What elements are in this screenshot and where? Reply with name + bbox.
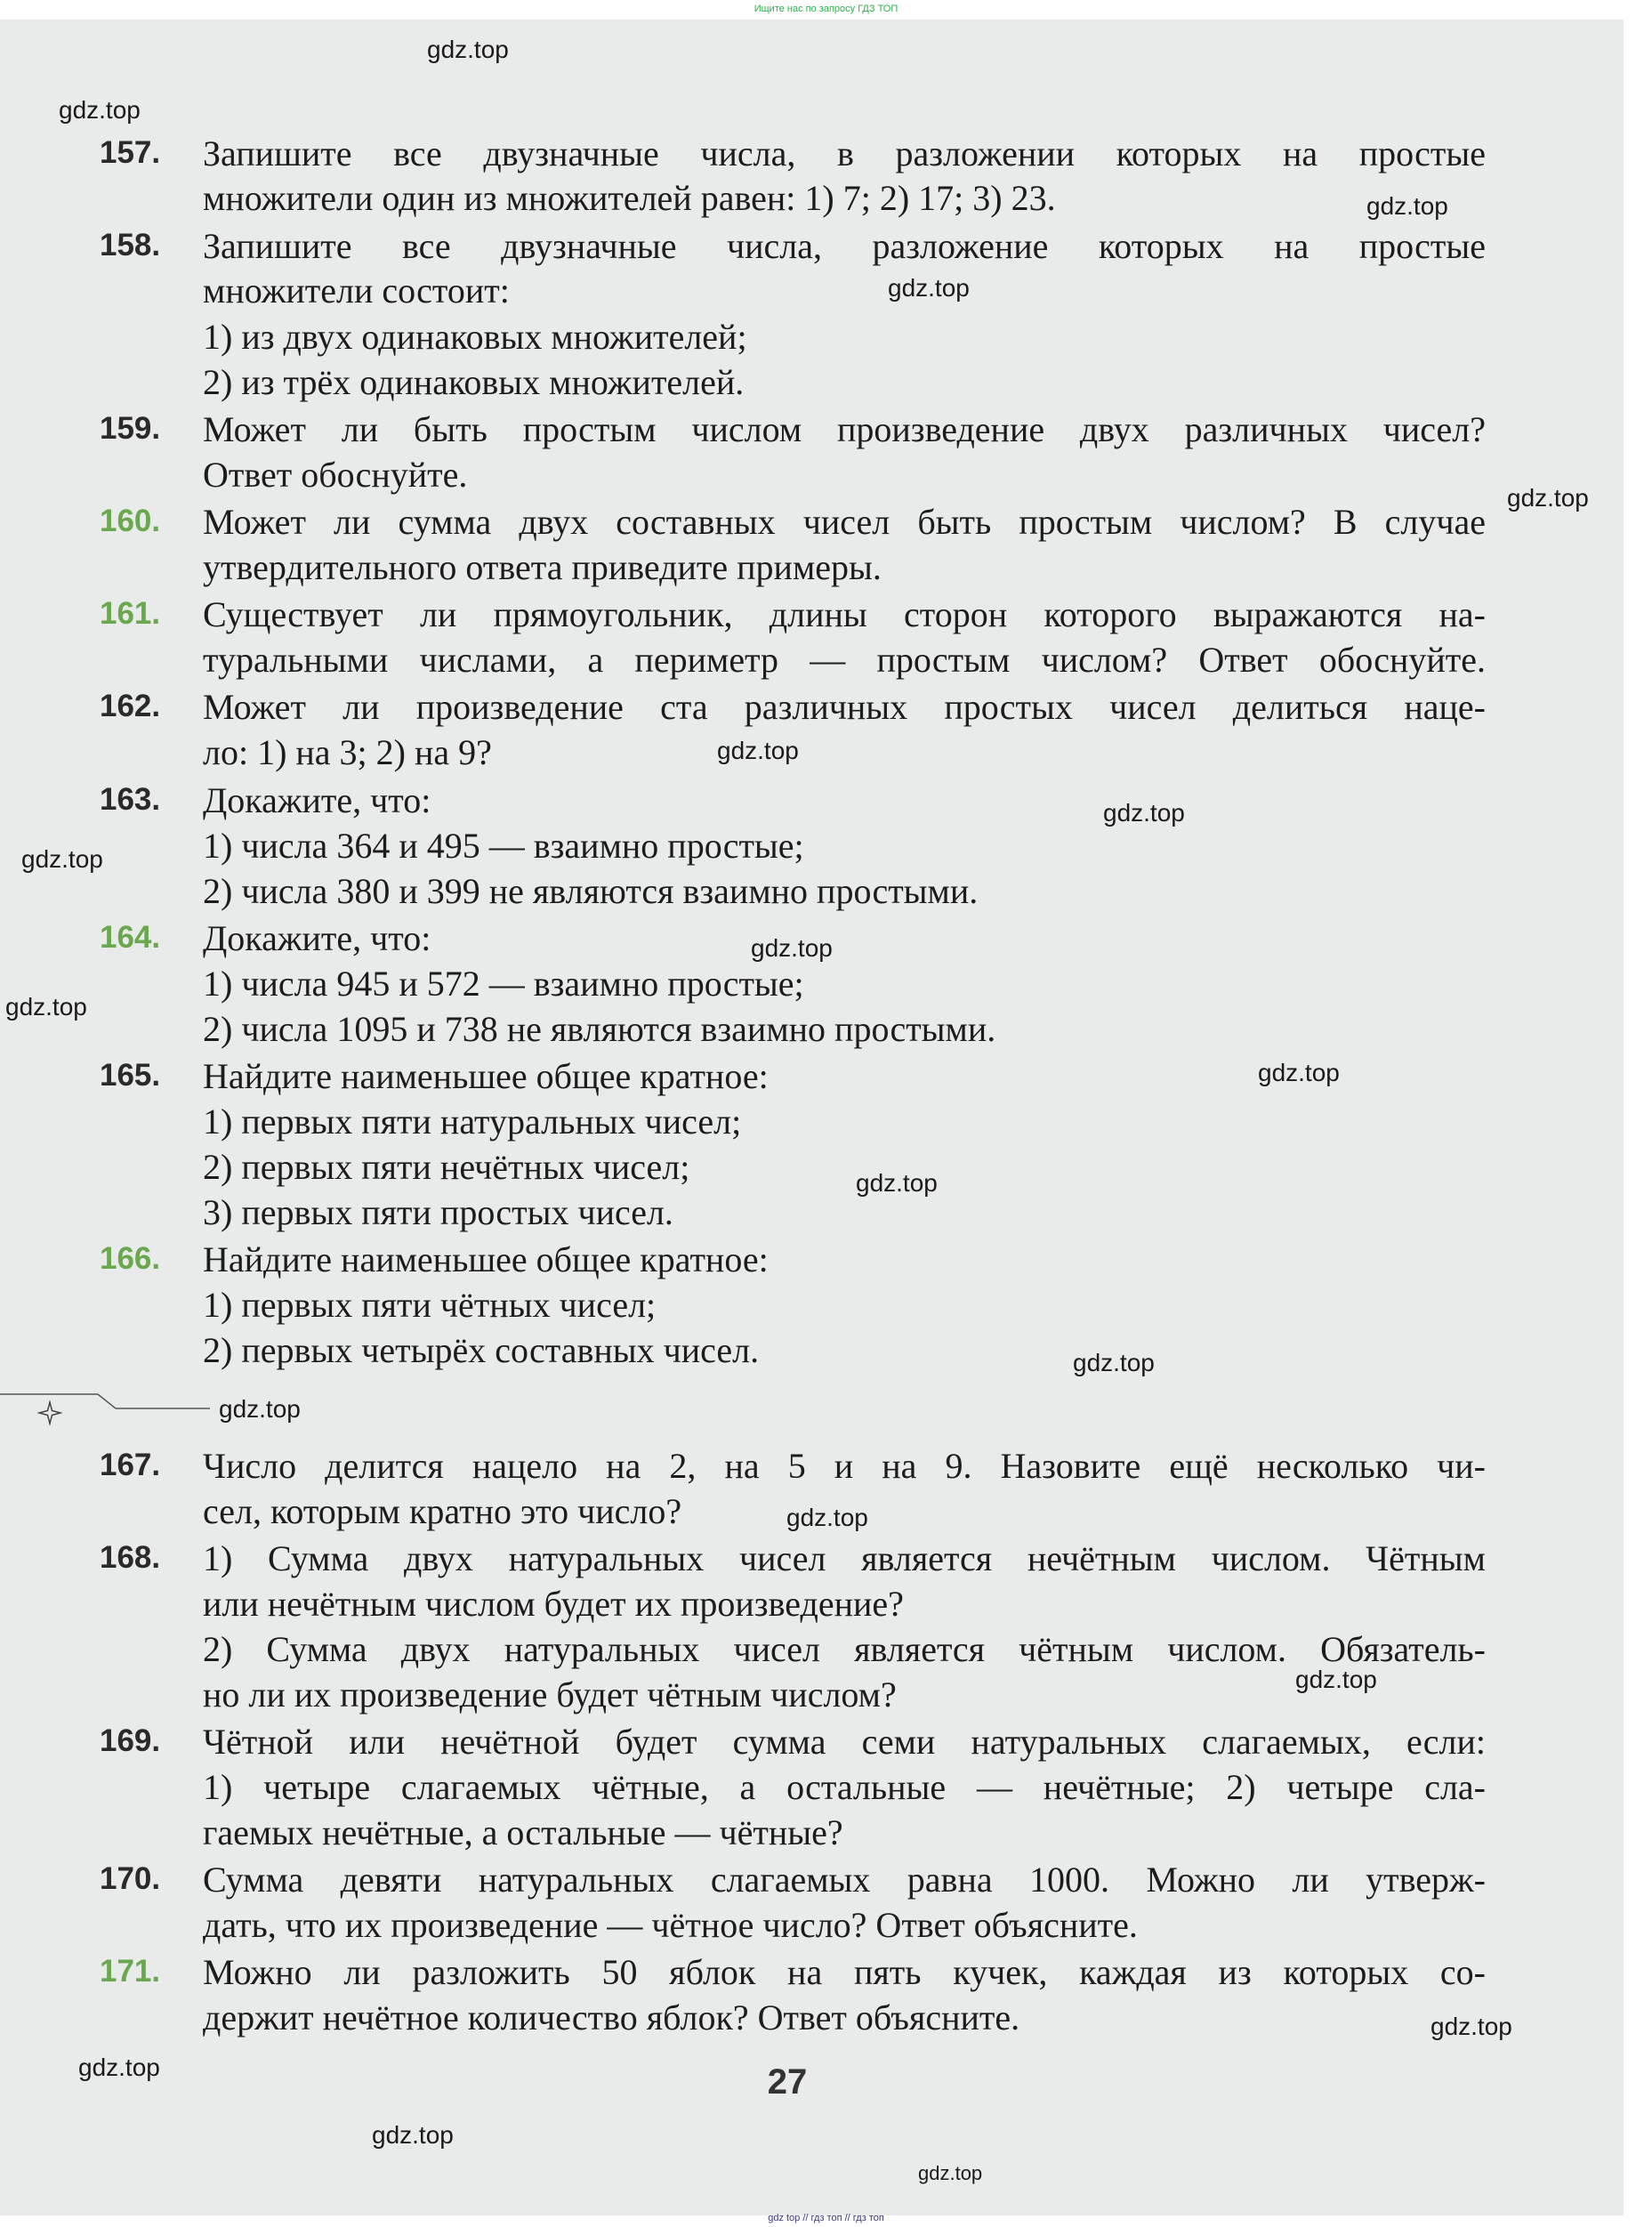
problem-text-line: гаемых нечётные, а остальные — чётные? <box>203 1812 843 1852</box>
problem-number: 167. <box>100 1448 161 1482</box>
problem-text-line: или нечётным числом будет их произведение? <box>203 1584 904 1624</box>
problem-text-line: 2) первых пяти нечётных чисел; <box>203 1147 690 1187</box>
problem-text-line: 1) Сумма двух натуральных чисел является нечётным числом. Чётным <box>203 1538 1486 1578</box>
problem-text-line: 1) числа 945 и 572 — взаимно простые; <box>203 964 804 1004</box>
watermark-text: gdz.top <box>59 96 141 124</box>
problem-text-line: туральными числами, а периметр — простым числом? Ответ обоснуйте. <box>203 640 1486 680</box>
problem-text-line: 1) первых пяти натуральных чисел; <box>203 1101 742 1142</box>
problem-text-line: множители один из множителей равен: 1) 7; 2) 17; 3) 23. <box>203 178 1056 218</box>
problem-text-line: Можно ли разложить 50 яблок на пять кучек, каждая из которых со- <box>203 1952 1486 1992</box>
problem-text-line: Может ли произведение ста различных простых чисел делиться наце- <box>203 687 1486 727</box>
problem-number: 170. <box>100 1861 161 1896</box>
watermark-text: gdz.top <box>1366 192 1448 220</box>
problem-text-line: утвердительного ответа приведите примеры. <box>203 547 882 587</box>
problem-number: 169. <box>100 1723 161 1758</box>
problem-number: 157. <box>100 135 161 170</box>
problem-number: 168. <box>100 1540 161 1575</box>
watermark-text: gdz.top <box>918 2162 983 2184</box>
watermark-text: gdz.top <box>1507 484 1589 512</box>
problem-text-line: 2) из трёх одинаковых множителей. <box>203 362 745 402</box>
problem-text-line: Запишите все двузначные числа, в разложении которых на простые <box>203 133 1486 173</box>
problem-number: 166. <box>100 1241 161 1276</box>
problem-number: 162. <box>100 689 161 723</box>
problem-text-line: Чётной или нечётной будет сумма семи натуральных слагаемых, если: <box>203 1722 1486 1762</box>
problem-text-line: 1) из двух одинаковых множителей; <box>203 317 747 357</box>
problem-text-line: дать, что их произведение — чётное число? Ответ объясните. <box>203 1905 1138 1945</box>
problem-text-line: Найдите наименьшее общее кратное: <box>203 1239 769 1279</box>
watermark-text: gdz.top <box>219 1395 301 1423</box>
problem-text-line: Запишите все двузначные числа, разложение которых на простые <box>203 226 1486 266</box>
watermark-text: gdz.top <box>1295 1666 1377 1693</box>
top-banner: Ищите нас по запросу ГДЗ ТОП <box>753 4 899 14</box>
page-number: 27 <box>767 2062 808 2102</box>
problem-number: 160. <box>100 504 161 538</box>
watermark-text: gdz.top <box>427 36 509 63</box>
problem-number: 158. <box>100 228 161 262</box>
bottom-banner: gdz top // гдз топ // гдз топ <box>768 2213 884 2223</box>
problem-text-line: Может ли сумма двух составных чисел быть простым числом? В случае <box>203 502 1486 542</box>
problem-text-line: но ли их произведение будет чётным числом? <box>203 1674 897 1715</box>
watermark-text: gdz.top <box>888 274 970 302</box>
problem-text-line: 2) числа 380 и 399 не являются взаимно простыми. <box>203 871 979 911</box>
compass-star-icon <box>37 1400 62 1425</box>
watermark-text: gdz.top <box>786 1504 868 1531</box>
problem-number: 165. <box>100 1058 161 1093</box>
problem-number: 164. <box>100 920 161 955</box>
watermark-text: gdz.top <box>372 2121 454 2149</box>
problem-number: 163. <box>100 782 161 817</box>
section-divider <box>0 1392 210 1410</box>
watermark-text: gdz.top <box>1430 2013 1512 2040</box>
problem-text-line: множители состоит: <box>203 270 510 311</box>
problem-text-line: Найдите наименьшее общее кратное: <box>203 1056 769 1096</box>
problem-text-line: Может ли быть простым числом произведение двух различных чисел? <box>203 409 1486 449</box>
problem-text-line: Существует ли прямоугольник, длины сторон которого выражаются на- <box>203 594 1486 634</box>
problem-text-line: 2) числа 1095 и 738 не являются взаимно простыми. <box>203 1009 996 1049</box>
watermark-text: gdz.top <box>1073 1349 1155 1376</box>
problem-text-line: держит нечётное количество яблок? Ответ объясните. <box>203 1997 1020 2037</box>
problem-text-line: ло: 1) на 3; 2) на 9? <box>203 732 492 772</box>
problem-text-line: 1) числа 364 и 495 — взаимно простые; <box>203 826 804 866</box>
problem-text-line: сел, которым кратно это число? <box>203 1491 682 1531</box>
watermark-text: gdz.top <box>5 993 87 1021</box>
watermark-text: gdz.top <box>1258 1059 1340 1086</box>
problem-text-line: Докажите, что: <box>203 780 431 820</box>
problem-number: 161. <box>100 596 161 631</box>
problem-number: 171. <box>100 1954 161 1989</box>
problem-text-line: Ответ обоснуйте. <box>203 455 468 495</box>
problem-text-line: Сумма девяти натуральных слагаемых равна 1000. Можно ли утверж- <box>203 1860 1486 1900</box>
problem-text-line: 3) первых пяти простых чисел. <box>203 1192 673 1232</box>
watermark-text: gdz.top <box>78 2054 160 2081</box>
watermark-text: gdz.top <box>1103 799 1185 827</box>
problem-number: 159. <box>100 411 161 446</box>
problem-text-line: 1) четыре слагаемых чётные, а остальные — нечётные; 2) четыре сла- <box>203 1767 1486 1807</box>
problem-text-line: 2) Сумма двух натуральных чисел является чётным числом. Обязатель- <box>203 1629 1486 1669</box>
problem-text-line: 2) первых четырёх составных чисел. <box>203 1330 760 1370</box>
watermark-text: gdz.top <box>717 737 799 764</box>
watermark-text: gdz.top <box>751 934 833 962</box>
watermark-text: gdz.top <box>21 845 103 873</box>
problem-text-line: Докажите, что: <box>203 918 431 958</box>
watermark-text: gdz.top <box>856 1169 938 1197</box>
page-edge <box>1624 20 1652 2215</box>
problem-text-line: 1) первых пяти чётных чисел; <box>203 1285 657 1325</box>
problem-text-line: Число делится нацело на 2, на 5 и на 9. Назовите ещё несколько чи- <box>203 1446 1486 1486</box>
